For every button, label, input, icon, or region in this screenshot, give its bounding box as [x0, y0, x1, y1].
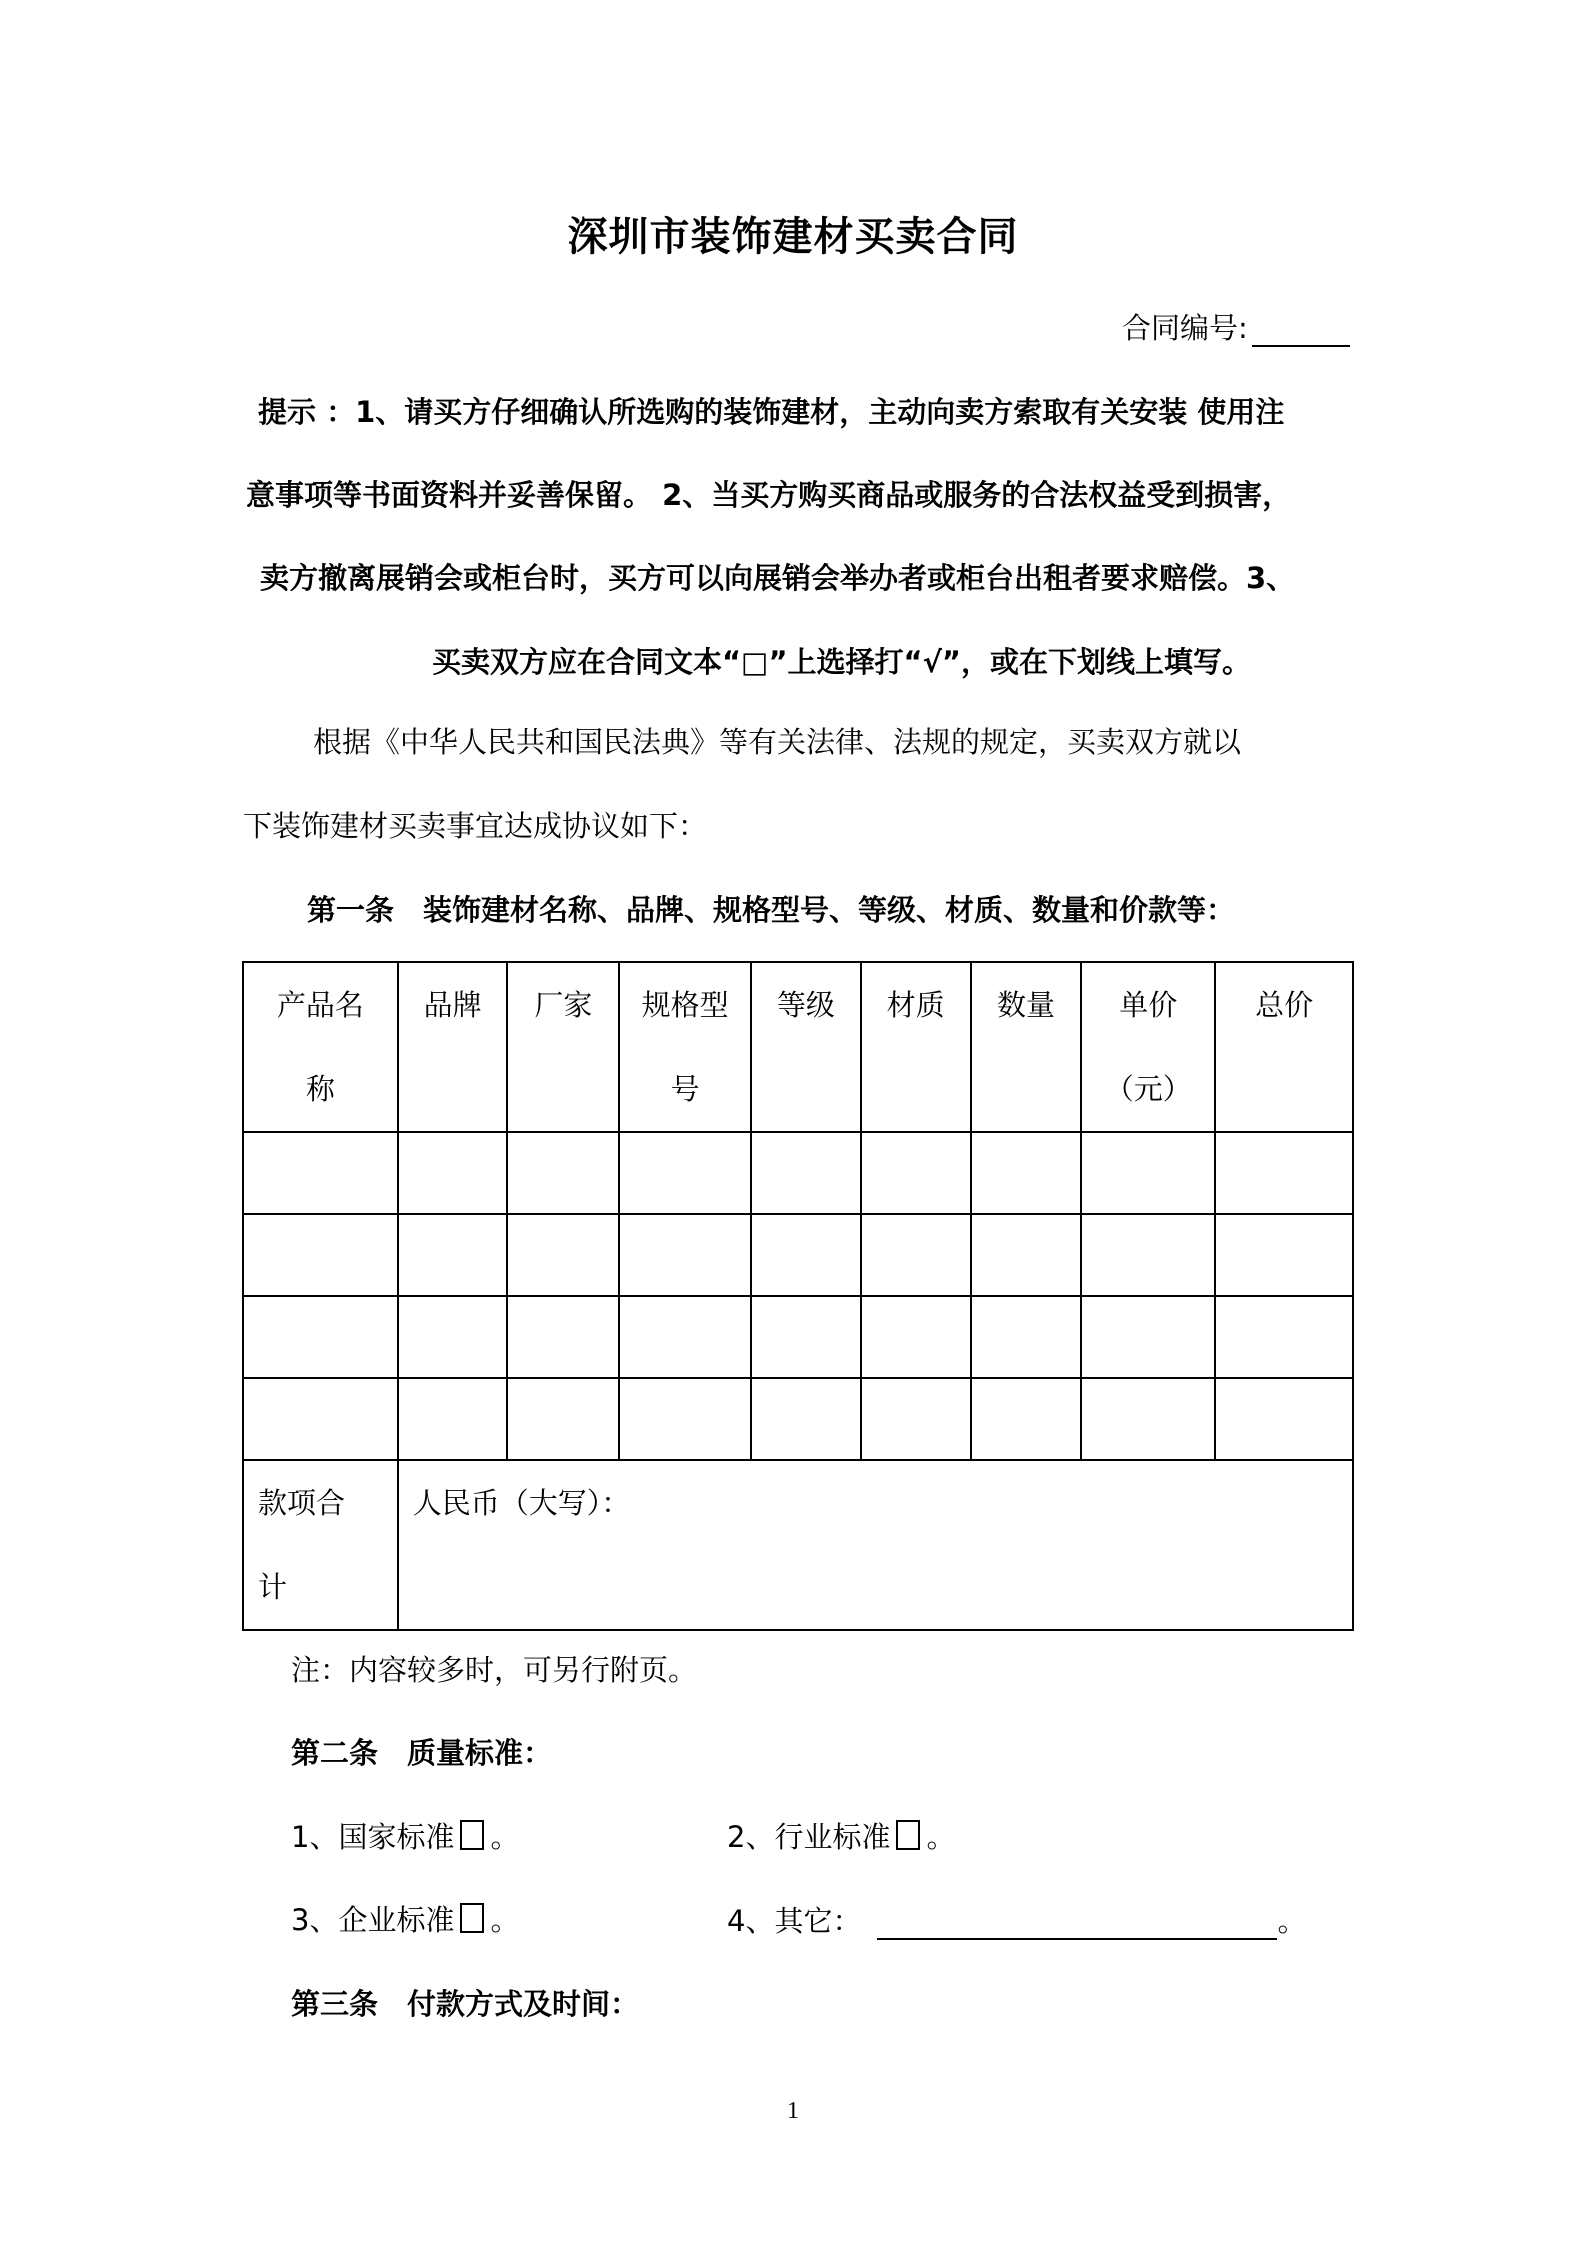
- contract-number: [1122, 306, 1350, 347]
- checkbox-enterprise-standard[interactable]: [460, 1903, 484, 1933]
- quality-option-3: 3、企业标准 。: [291, 1903, 520, 1937]
- col-header: 厂家: [507, 962, 619, 1132]
- table-header-row: [243, 962, 1353, 1132]
- col-header: 数量: [971, 962, 1082, 1132]
- document-title: 深圳市装饰建材买卖合同: [567, 214, 1019, 260]
- preamble-line-1: 根据《中华人民共和国民法典》等有关法律、法规的规定，买卖双方就以: [313, 725, 1242, 759]
- col-header: 产品名 称: [243, 962, 398, 1132]
- contract-number-label: 合同编号:: [1122, 311, 1248, 345]
- col-header: 规格型 号: [619, 962, 751, 1132]
- table-row: [243, 1132, 1353, 1214]
- tip-line-4: 买卖双方应在合同文本“□”上选择打“√”，或在下划线上填写。: [432, 645, 1251, 679]
- preamble-line-2: 下装饰建材买卖事宜达成协议如下：: [243, 809, 708, 843]
- tip-line-3: 卖方撤离展销会或柜台时，买方可以向展销会举办者或柜台出租者要求赔偿。3、: [260, 561, 1296, 595]
- article-2-heading: 第二条 质量标准：: [291, 1736, 553, 1770]
- total-amount-field[interactable]: 人民币（大写）：: [398, 1460, 1353, 1630]
- checkbox-national-standard[interactable]: [460, 1820, 484, 1850]
- items-table: [242, 961, 1354, 1631]
- table-row: [243, 1214, 1353, 1296]
- table-row: [243, 1296, 1353, 1378]
- col-header: 材质: [861, 962, 971, 1132]
- col-header: 总价: [1215, 962, 1353, 1132]
- table-note: 注：内容较多时，可另行附页。: [291, 1653, 698, 1687]
- quality-option-1: 1、国家标准 。: [291, 1820, 520, 1854]
- contract-number-blank[interactable]: [1252, 311, 1350, 347]
- quality-option-2: 2、行业标准 。: [727, 1820, 956, 1854]
- col-header: 单价 （元）: [1081, 962, 1215, 1132]
- total-label: 款项合 计: [243, 1460, 398, 1630]
- checkbox-industry-standard[interactable]: [896, 1820, 920, 1850]
- other-standard-blank[interactable]: [877, 1898, 1277, 1940]
- article-3-heading: 第三条 付款方式及时间：: [291, 1987, 640, 2021]
- total-row: [243, 1460, 1353, 1630]
- quality-option-4: 4、其它： 。: [727, 1898, 1306, 1940]
- tip-line-2: 意事项等书面资料并妥善保留。 2、当买方购买商品或服务的合法权益受到损害，: [246, 478, 1292, 512]
- col-header: 等级: [751, 962, 861, 1132]
- col-header: 品牌: [398, 962, 508, 1132]
- page-number: 1: [787, 2098, 799, 2124]
- tip-line-1: 提示 ：1、请买方仔细确认所选购的装饰建材，主动向卖方索取有关安装 使用注: [258, 395, 1285, 429]
- table-row: [243, 1378, 1353, 1460]
- article-1-heading: 第一条 装饰建材名称、品牌、规格型号、等级、材质、数量和价款等：: [307, 893, 1236, 927]
